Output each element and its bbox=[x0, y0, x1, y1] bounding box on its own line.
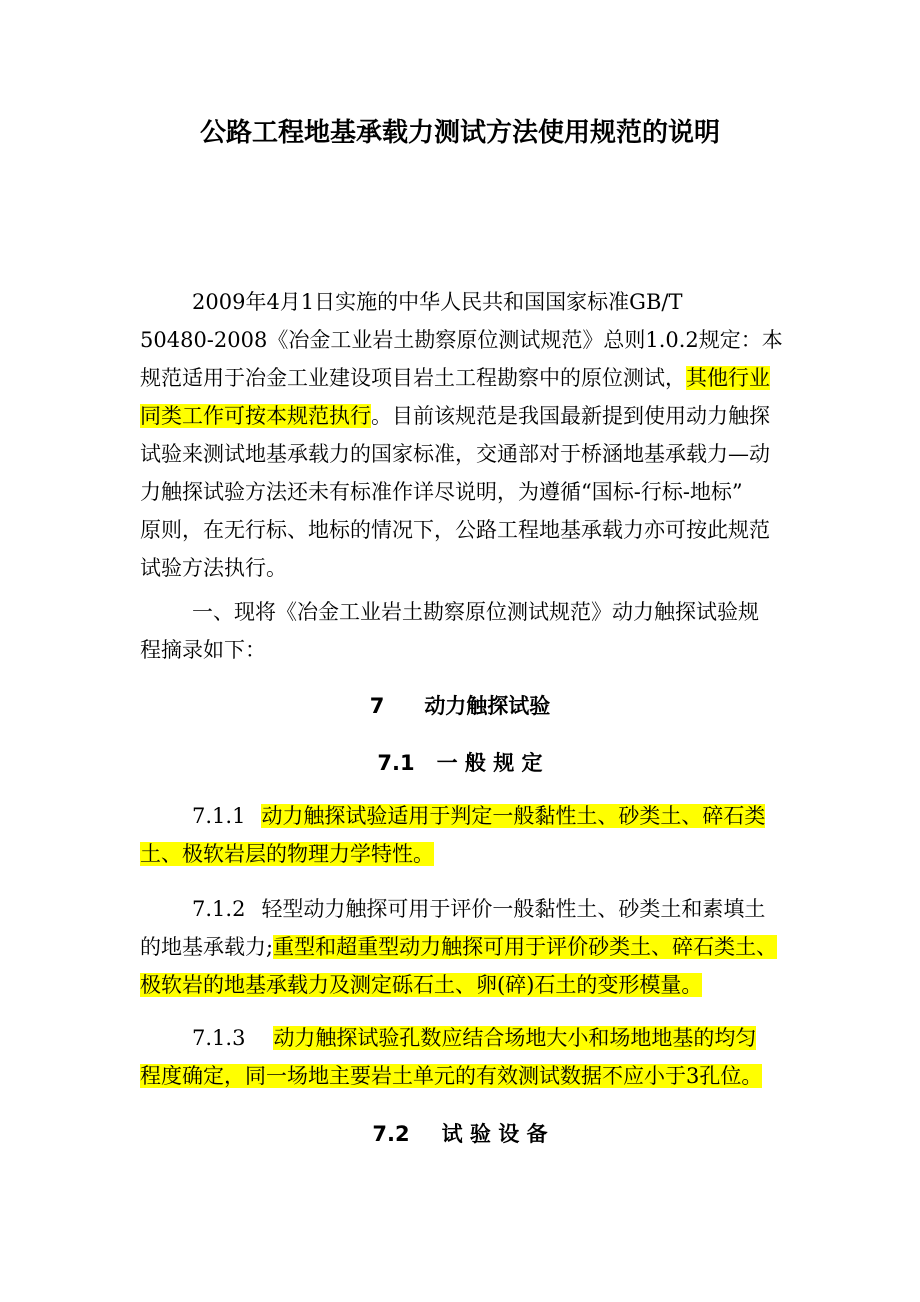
intro-line-5: 试验来测试地基承载力的国家标准，交通部对于桥涵地基承载力—动 bbox=[140, 442, 770, 466]
intro-paragraph bbox=[140, 283, 792, 587]
highlighted-text: 同类工作可按本规范执行 bbox=[140, 404, 371, 428]
highlighted-text: 重型和超重型动力触探可用于评价砂类土、碎石类土、 bbox=[273, 935, 778, 959]
intro-line-7: 原则，在无行标、地标的情况下，公路工程地基承载力亦可按此规范 bbox=[140, 518, 770, 542]
highlighted-text: 程度确定，同一场地主要岩土单元的有效测试数据不应小于3孔位。 bbox=[140, 1064, 763, 1088]
clause-line-2 bbox=[140, 1057, 792, 1095]
section-number: 7.1 bbox=[377, 751, 415, 775]
intro-text: 。目前该规范是我国最新提到使用动力触探 bbox=[371, 404, 770, 428]
intro-line-3 bbox=[140, 359, 792, 397]
clause-number: 7.1.3 bbox=[192, 1026, 246, 1050]
clause-text: 轻型动力触探可用于评价一般黏性土、砂类土和素填土 bbox=[261, 897, 766, 921]
intro-line-1: 2009年4月1日实施的中华人民共和国国家标准GB/T bbox=[192, 290, 683, 314]
section-number: 7.2 bbox=[372, 1122, 410, 1146]
chapter-title: 动力触探试验 bbox=[424, 694, 551, 718]
clause-line-3 bbox=[140, 966, 792, 1004]
highlighted-text: 动力触探试验适用于判定一般黏性土、砂类土、碎石类 bbox=[261, 804, 766, 828]
clause-line-2 bbox=[140, 835, 792, 873]
highlighted-text: 极软岩的地基承载力及测定砾石土、卵(碎)石土的变形模量。 bbox=[140, 973, 703, 997]
highlighted-text: 动力触探试验孔数应结合场地大小和场地地基的均匀 bbox=[273, 1026, 757, 1050]
section-1-paragraph bbox=[140, 593, 792, 669]
intro-line-2: 50480-2008《冶金工业岩土勘察原位测试规范》总则1.0.2规定：本 bbox=[140, 328, 783, 352]
intro-line-6: 力触探试验方法还未有标准作详尽说明，为遵循“国标-行标-地标” bbox=[140, 480, 743, 504]
clause-number: 7.1.2 bbox=[192, 897, 246, 921]
clause-text: 的地基承载力; bbox=[140, 935, 274, 959]
highlighted-text: 其他行业 bbox=[686, 366, 770, 390]
section-title: 试 验 设 备 bbox=[441, 1122, 548, 1146]
clause-line-2 bbox=[140, 928, 792, 966]
clause-7-1-2 bbox=[140, 890, 792, 1004]
chapter-heading bbox=[0, 690, 920, 720]
clause-number: 7.1.1 bbox=[192, 804, 246, 828]
clause-line-1 bbox=[140, 1019, 792, 1057]
clause-line-1 bbox=[140, 797, 792, 835]
section-7-1-heading bbox=[0, 747, 920, 777]
clause-line-1 bbox=[140, 890, 792, 928]
section-7-2-heading bbox=[0, 1118, 920, 1148]
section-1-line-1: 一、现将《冶金工业岩土勘察原位测试规范》动力触探试验规 bbox=[192, 600, 759, 624]
intro-line-4 bbox=[140, 397, 792, 435]
clause-7-1-3 bbox=[140, 1019, 792, 1095]
highlighted-text: 土、极软岩层的物理力学特性。 bbox=[140, 842, 434, 866]
chapter-number: 7 bbox=[369, 694, 385, 718]
intro-text: 规范适用于冶金工业建设项目岩土工程勘察中的原位测试， bbox=[140, 366, 686, 390]
section-1-line-2: 程摘录如下： bbox=[140, 638, 266, 662]
document-title: 公路工程地基承载力测试方法使用规范的说明 bbox=[199, 118, 720, 148]
section-title: 一 般 规 定 bbox=[436, 751, 543, 775]
clause-7-1-1 bbox=[140, 797, 792, 873]
intro-line-8: 试验方法执行。 bbox=[140, 556, 287, 580]
